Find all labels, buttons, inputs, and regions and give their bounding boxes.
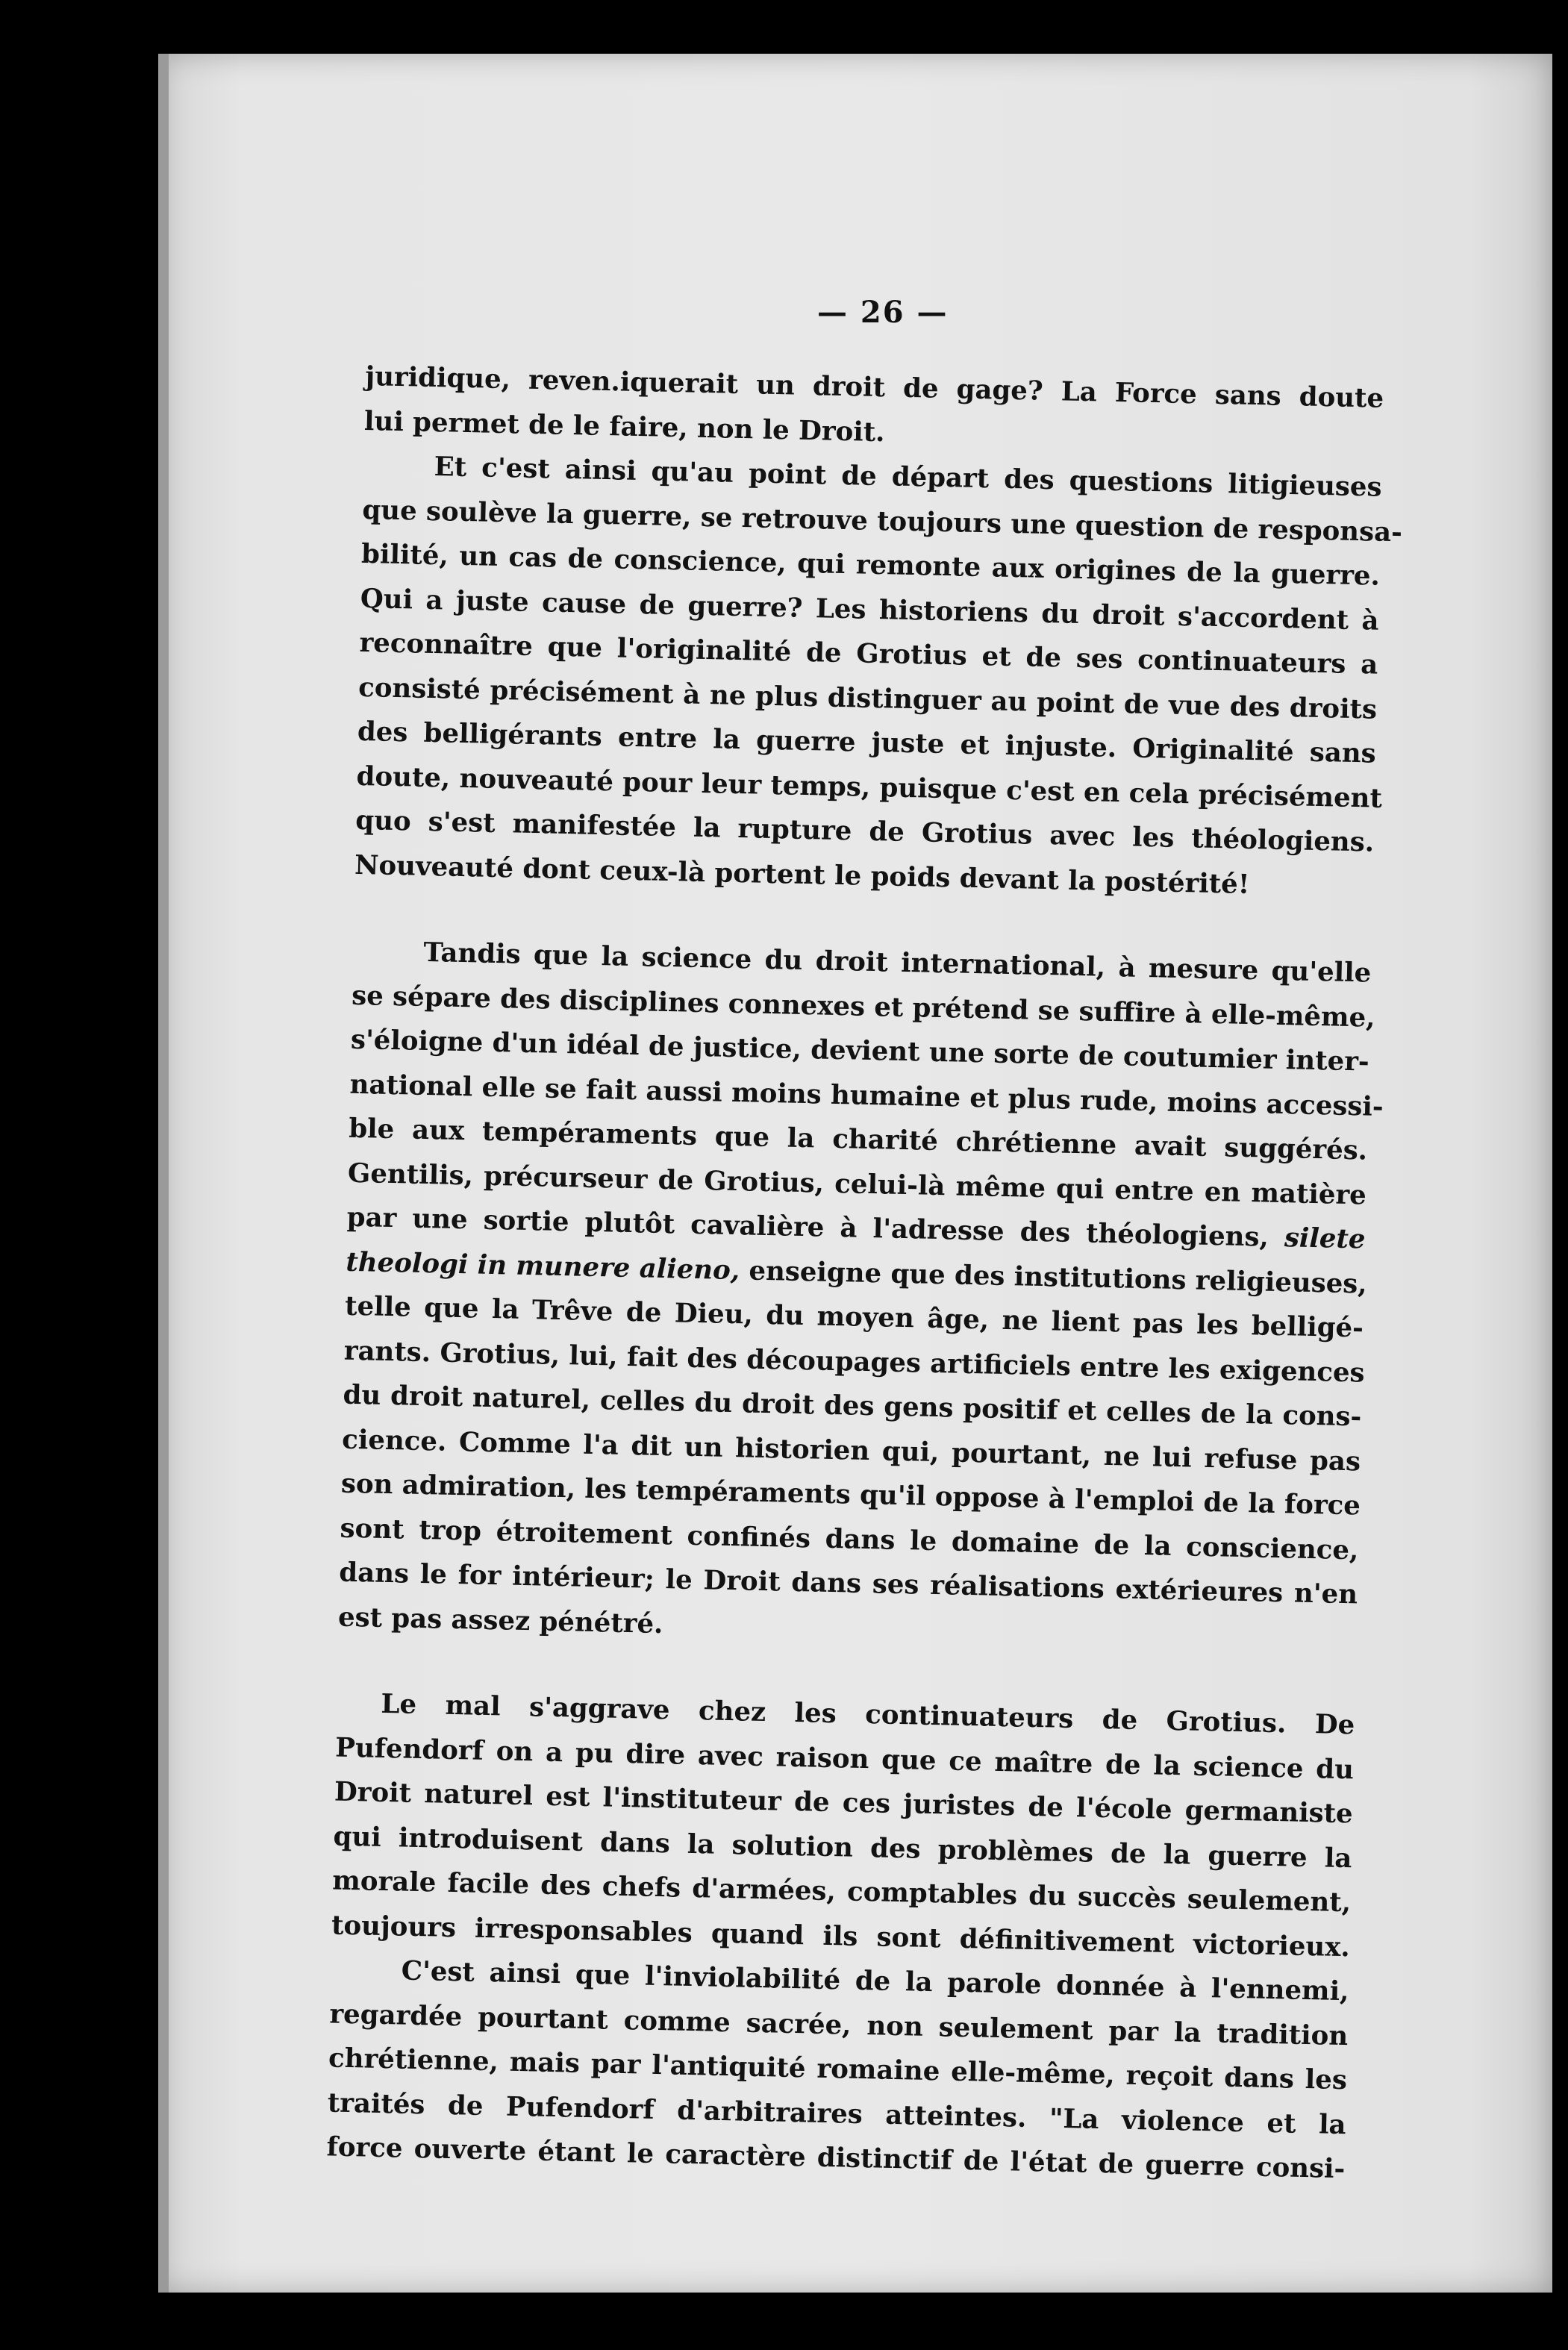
- text-line: C'est ainsi que l'inviolabilité de la parole donnée à l'ennemi,: [401, 1955, 1349, 2007]
- text-line: lui permet de le faire, non le Droit.: [363, 405, 885, 448]
- text-line: regardée pourtant comme sacrée, non seulement par la tradition: [329, 1998, 1349, 2051]
- text-line: telle que la Trêve de Dieu, du moyen âge, ne lient pas les belligé-: [344, 1290, 1364, 1344]
- text-line: chrétienne, mais par l'antiquité romaine elle-même, reçoit dans les: [328, 2043, 1348, 2096]
- text-line: Le mal s'aggrave chez les continuateurs de Grotius. De: [381, 1688, 1355, 1741]
- text-line: traités de Pufendorf d'arbitraires atteintes. "La violence et la: [327, 2087, 1347, 2140]
- text-line: se sépare des disciplines connexes et prétend se suffire à elle-même,: [351, 980, 1375, 1034]
- text-line: que soulève la guerre, se retrouve toujours une question de responsa-: [362, 494, 1403, 548]
- body-text: [326, 354, 1403, 2192]
- text-line: Qui a juste cause de guerre? Les historiens du droit s'accordent à: [360, 583, 1379, 637]
- text-line: morale facile des chefs d'armées, comptables du succès seulement,: [331, 1865, 1352, 1919]
- text-line: doute, nouveauté pour leur temps, puisque c'est en cela précisément: [356, 760, 1383, 814]
- latin-phrase: theologi in munere alieno,: [346, 1246, 740, 1286]
- text-line: Droit naturel est l'instituteur de ces juristes de l'école germaniste: [334, 1776, 1354, 1830]
- page-binding-edge: [158, 54, 169, 2293]
- text-line: Pufendorf on a pu dire avec raison que ce maître de la science du: [334, 1732, 1355, 1785]
- text-line: qui introduisent dans la solution des problèmes de la guerre la: [333, 1821, 1352, 1874]
- text-line: Et c'est ainsi qu'au point de départ des questions litigieuses: [434, 451, 1382, 503]
- text-line: ble aux tempéraments que la charité chrétienne avait suggérés.: [348, 1113, 1368, 1166]
- text-line: est pas assez pénétré.: [337, 1601, 663, 1640]
- text-line: des belligérants entre la guerre juste et injuste. Originalité sans: [357, 716, 1377, 769]
- text-segment: enseigne que des institutions religieuses,: [749, 1254, 1368, 1300]
- text-segment: par une sortie plutôt cavalière à l'adresse des théologiens,: [346, 1201, 1269, 1253]
- page-number: — 26 —: [817, 295, 949, 330]
- text-line: bilité, un cas de conscience, qui remonte aux origines de la guerre.: [360, 538, 1381, 592]
- text-line: cience. Comme l'a dit un historien qui, pourtant, ne lui refuse pas: [341, 1424, 1361, 1477]
- text-line: s'éloigne d'un idéal de justice, devient une sorte de coutumier inter-: [350, 1024, 1370, 1078]
- text-line: sont trop étroitement confinés dans le domaine de la conscience,: [340, 1513, 1359, 1566]
- text-line: toujours irresponsables quand ils sont définitivement victorieux.: [331, 1910, 1351, 1963]
- text-line: du droit naturel, celles du droit des gens positif et celles de la cons-: [343, 1379, 1362, 1433]
- text-line: Nouveauté dont ceux-là portent le poids devant la postérité!: [354, 849, 1250, 900]
- text-line: quo s'est manifestée la rupture de Grotius avec les théologiens.: [354, 804, 1375, 858]
- text-line: Tandis que la science du droit international, à mesure qu'elle: [423, 937, 1372, 989]
- text-line: Gentilis, précurseur de Grotius, celui-là même qui entre en matière: [347, 1157, 1367, 1211]
- text-line: juridique, reven.iquerait un droit de gage? La Force sans doute: [364, 360, 1384, 414]
- text-line: rants. Grotius, lui, fait des découpages artificiels entre les exigences: [343, 1335, 1365, 1389]
- text-line: son admiration, les tempéraments qu'il oppose à l'emploi de la force: [340, 1468, 1361, 1522]
- text-line: dans le for intérieur; le Droit dans ses réalisations extérieures n'en: [338, 1557, 1358, 1610]
- text-line: national elle se fait aussi moins humaine et plus rude, moins accessi-: [349, 1069, 1384, 1122]
- text-line: force ouverte étant le caractère distinctif de l'état de guerre consi-: [326, 2131, 1346, 2185]
- text-line: reconnaître que l'originalité de Grotius et de ses continuateurs a: [359, 627, 1378, 681]
- latin-phrase: silete: [1284, 1222, 1366, 1255]
- text-line: consisté précisément à ne plus distinguer au point de vue des droits: [357, 672, 1378, 725]
